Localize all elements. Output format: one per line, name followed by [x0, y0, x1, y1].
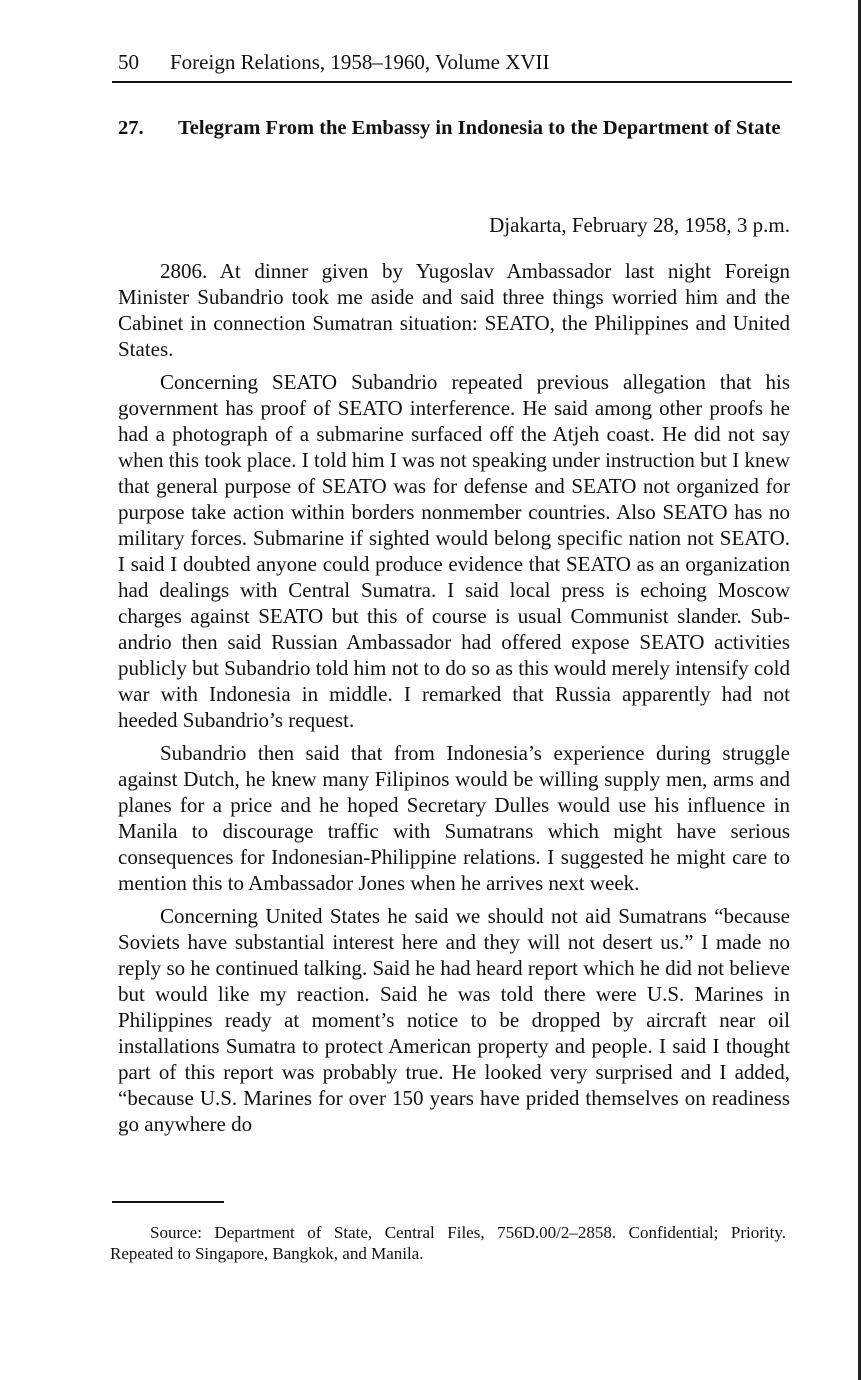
paragraph: Subandrio then said that from Indonesia’s experience during struggle against Dutch, he knew many Filipinos would be willing supply men, arms and planes for a price and he hoped Secretary Dulles would use his influence in Manila to discourage traffic with Sumatrans which might have serious consequences for Indonesian-Philippine relations. I suggested he might care to mention this to Ambassador Jones when he arrives next week.	[118, 741, 790, 895]
document-number: 27.	[118, 117, 144, 139]
header-rule	[112, 81, 792, 83]
running-title: Foreign Relations, 1958–1960, Volume XVII	[170, 50, 550, 74]
document-title: Telegram From the Embassy in Indonesia to the Department of State	[178, 117, 781, 139]
footnote-rule	[112, 1201, 224, 1203]
paragraph: Concerning United States he said we should not aid Sumatrans “because Soviets have substantial interest here and they will not desert us.” I made no reply so he continued talking. Said he had heard report which he did not believe but would like my reaction. Said he was told there were U.S. Marines in Philippines ready at moment’s notice to be dropped by aircraft near oil installations Sumatra to protect American property and people. I said I thought part of this report was probably true. He looked very surprised and I added, “because U.S. Marines for over 150 years have prided themselves on readiness go anywhere do	[118, 904, 790, 1136]
page-number: 50	[118, 50, 139, 74]
dateline: Djakarta, February 28, 1958, 3 p.m.	[489, 213, 790, 237]
document-heading	[118, 116, 790, 140]
paragraph: 2806. At dinner given by Yugoslav Ambassador last night Foreign Minister Subandrio took me aside and said three things worried him and the Cabinet in connection Sumatran situation: SEATO, the Philippines and United States.	[118, 259, 790, 361]
telegram-body	[118, 258, 790, 1144]
running-head	[118, 48, 790, 76]
source-footnote: Source: Department of State, Central Files, 756D.00/2–2858. Confidential; Priority. Repeated to Singapore, Bangkok, and Manila.	[110, 1223, 786, 1263]
paragraph: Concerning SEATO Subandrio repeated previous allegation that his government has proof of SEATO interference. He said among other proofs he had a photograph of a submarine surfaced off the Atjeh coast. He did not say when this took place. I told him I was not speaking under instruction but I knew that general purpose of SEATO was for defense and SEATO not organized for purpose take action within borders nonmember countries. Also SEATO has no military forces. Submarine if sighted would belong specific nation not SEATO. I said I doubted anyone could produce evidence that SEATO as an organization had dealings with Central Sumatra. I said local press is echoing Moscow charges against SEATO but this of course is usual Communist slander. Subandrio then said Russian Ambassador had offered expose SEATO activities publicly but Subandrio told him not to do so as this would merely intensify cold war with Indonesia in middle. I remarked that Russia apparently had not heeded Subandrio’s request.	[118, 370, 790, 732]
